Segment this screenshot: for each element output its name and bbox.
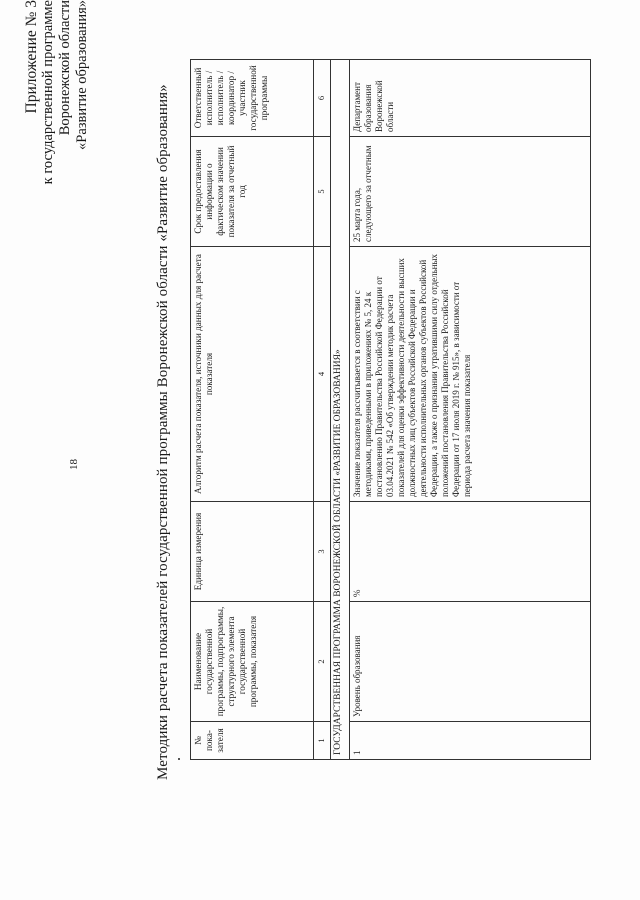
column-number: 6 (314, 60, 331, 137)
header-unit: Единица измерения (191, 502, 314, 602)
column-number: 2 (314, 602, 331, 722)
column-number: 3 (314, 502, 331, 602)
indicator-deadline: 25 марта года, следующего за отчетным (350, 137, 591, 247)
page-number: 18 (68, 459, 80, 470)
appendix-line-1: Приложение № 3 (23, 0, 40, 114)
document-title: Методики расчета показателей государственной программы Воронежской области «Развитие образования» (155, 84, 171, 780)
table-header-row (191, 60, 314, 760)
table-row (350, 60, 591, 760)
indicator-algorithm: Значение показателя рассчитывается в соответствии с методиками, приведенными в приложениях № 5, 24 к постановлению Правительства Российской Федерации от 03.04.2021 № 542 «Об утверждении методик расчета показателей для оценки эффективности деятельности высших должностных лиц субъектов Российской Федерации и деятельности исполнительных органов субъектов Российской Федерации, а также о признании утратившими силу отдельных положений постановления Правительства Российской Федерации от 17 июля 2019 г. № 915», в зависимости от периода расчета значения показателя (350, 247, 591, 502)
header-name: Наименование государственной программы, подпрограммы, структурного элемента государственной программы, показателя (191, 602, 314, 722)
indicator-unit: % (350, 502, 591, 602)
column-number: 4 (314, 247, 331, 502)
header-responsible: Ответственный исполнитель / исполнитель / координатор / участник государственной программы (191, 60, 314, 137)
section-row (331, 60, 350, 760)
section-title: ГОСУДАРСТВЕННАЯ ПРОГРАММА ВОРОНЕЖСКОЙ ОБЛАСТИ «РАЗВИТИЕ ОБРАЗОВАНИЯ» (331, 60, 350, 760)
header-algorithm: Алгоритм расчета показателя, источники данных для расчета показателя (191, 247, 314, 502)
indicator-responsible: Департамент образования Воронежской области (350, 60, 591, 137)
appendix-line-3: Воронежской области (57, 0, 73, 136)
appendix-line-4: «Развитие образования» (74, 0, 90, 150)
column-number: 5 (314, 137, 331, 247)
appendix-caption (23, 0, 91, 340)
indicators-table (190, 59, 591, 760)
indicator-number: 1 (350, 722, 591, 760)
scan-artifact (178, 758, 180, 760)
appendix-line-2: к государственной программе (40, 0, 56, 185)
column-numbers-row (314, 60, 331, 760)
header-deadline: Срок предоставления информации о фактическом значении показателя за отчетный год (191, 137, 314, 247)
column-number: 1 (314, 722, 331, 760)
indicator-name: Уровень образования (350, 602, 591, 722)
header-number: № пока-зателя (191, 722, 314, 760)
